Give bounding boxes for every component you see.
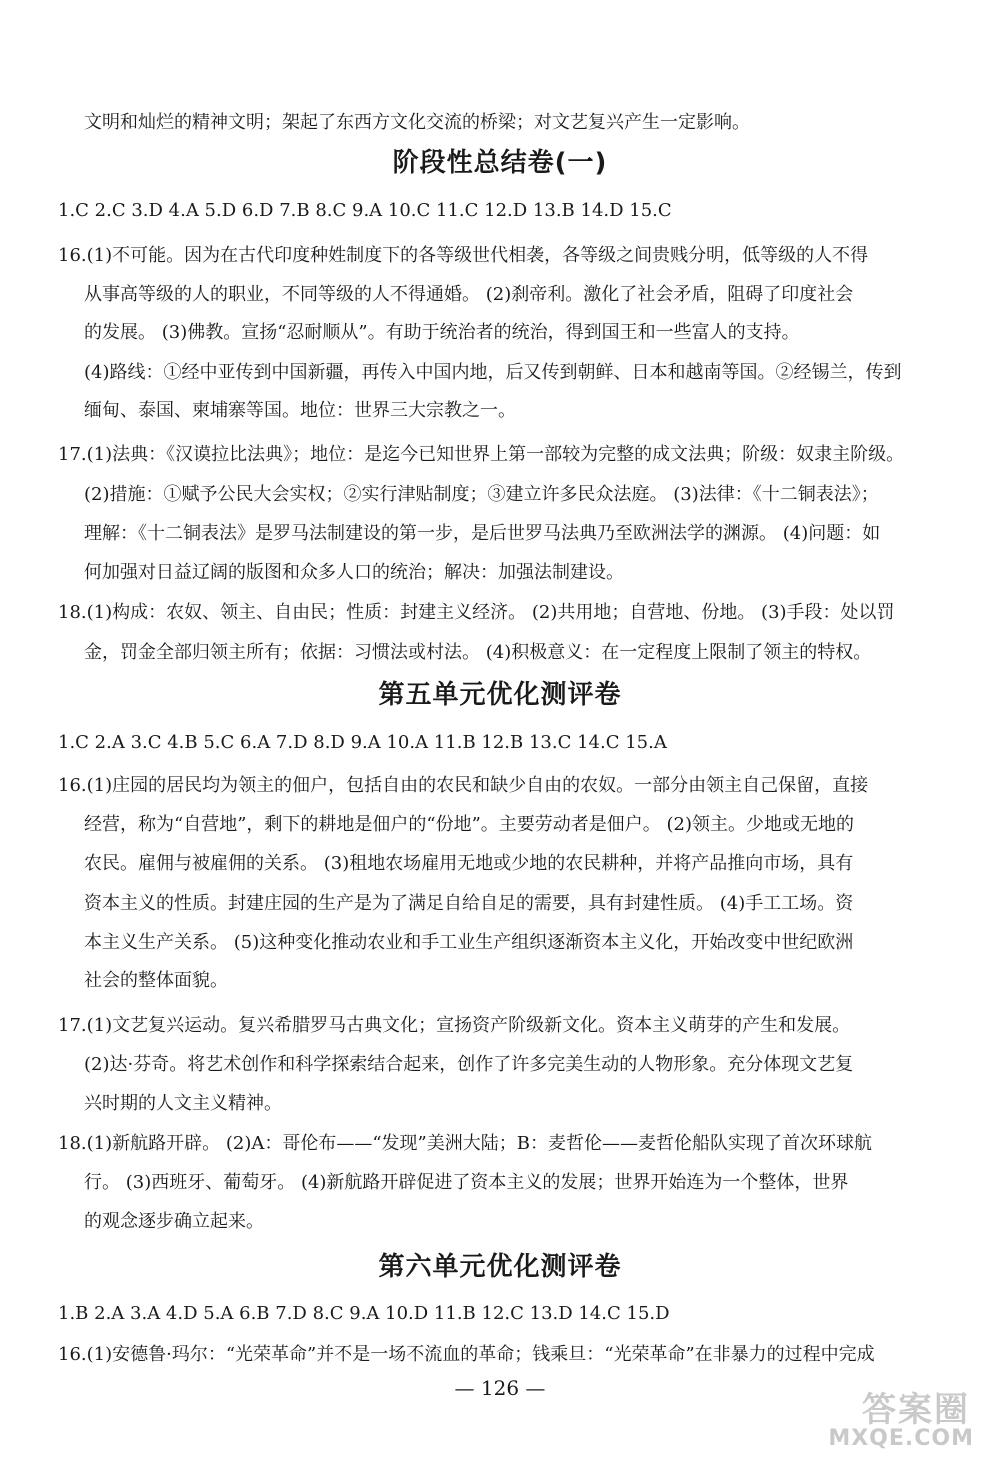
text-line: (2)达·芬奇。将艺术创作和科学探索结合起来，创作了许多完美生动的人物形象。充分体现文艺复 [84, 1054, 854, 1075]
section-heading-unit-6: 第六单元优化测评卷 [378, 1252, 622, 1282]
text-line: 何加强对日益辽阔的版图和众多人口的统治；解决：加强法制建设。 [84, 562, 624, 583]
answer-key-line: 1.C 2.C 3.D 4.A 5.D 6.D 7.B 8.C 9.A 10.C 11.C 12.D 13.B 14.D 15.C [58, 200, 672, 221]
text-line: 理解：《十二铜表法》是罗马法制建设的第一步，是后世罗马法典乃至欧洲法学的渊源。 (4)问题：如 [84, 523, 881, 544]
text-line: 16.(1)不可能。因为在古代印度种姓制度下的各等级世代相袭，各等级之间贵贱分明，低等级的人不得 [58, 245, 869, 266]
text-line: 缅甸、泰国、柬埔寨等国。地位：世界三大宗教之一。 [84, 400, 516, 421]
text-line: (4)路线：①经中亚传到中国新疆，再传入中国内地，后又传到朝鲜、日本和越南等国。②经锡兰，传到 [84, 362, 902, 383]
text-line: 16.(1)安德鲁·玛尔：“光荣革命”并不是一场不流血的革命；钱乘旦：“光荣革命”在非暴力的过程中完成 [58, 1344, 875, 1365]
text-line: 17.(1)法典：《汉谟拉比法典》；地位：是迄今已知世界上第一部较为完整的成文法典；阶级：奴隶主阶级。 [58, 444, 905, 465]
text-line: 农民。雇佣与被雇佣的关系。 (3)租地农场雇用无地或少地的农民耕种，并将产品推向市场，具有 [84, 853, 854, 874]
text-line: (2)措施：①赋予公民大会实权；②实行津贴制度；③建立许多民众法庭。 (3)法律：《十二铜表法》； [84, 484, 879, 505]
text-line: 文明和灿烂的精神文明；架起了东西方文化交流的桥梁；对文艺复兴产生一定影响。 [84, 112, 750, 133]
text-line: 本主义生产关系。 (5)这种变化推动农业和手工业生产组织逐渐资本主义化，开始改变中世纪欧洲 [84, 932, 854, 953]
text-line: 金，罚金全部归领主所有；依据：习惯法或村法。 (4)积极意义：在一定程度上限制了领主的特权。 [84, 642, 872, 663]
text-line: 资本主义的性质。封建庄园的生产是为了满足自给自足的需要，具有封建性质。 (4)手工工场。资 [84, 893, 854, 914]
section-heading-stage-summary-1: 阶段性总结卷(一) [392, 148, 608, 178]
watermark-url: MXQE.COM [828, 1426, 974, 1451]
text-line: 从事高等级的人的职业，不同等级的人不得通婚。 (2)刹帝利。激化了社会矛盾，阻碍了印度社会 [84, 284, 854, 305]
answer-key-line: 1.B 2.A 3.A 4.D 5.A 6.B 7.D 8.C 9.A 10.D 11.B 12.C 13.D 14.C 15.D [58, 1303, 670, 1324]
text-line: 行。 (3)西班牙、葡萄牙。 (4)新航路开辟促进了资本主义的发展；世界开始连为一个整体，世界 [84, 1172, 849, 1193]
answer-key-line: 1.C 2.A 3.C 4.B 5.C 6.A 7.D 8.D 9.A 10.A 11.B 12.B 13.C 14.C 15.A [58, 732, 667, 753]
text-line: 18.(1)构成：农奴、领主、自由民；性质：封建主义经济。 (2)共用地；自营地、份地。 (3)手段：处以罚 [58, 602, 895, 623]
text-line: 兴时期的人文主义精神。 [84, 1093, 282, 1114]
text-line: 的发展。 (3)佛教。宣扬“忍耐顺从”。有助于统治者的统治，得到国王和一些富人的支持。 [84, 322, 800, 343]
section-heading-unit-5: 第五单元优化测评卷 [378, 680, 622, 710]
text-line: 经营，称为“自营地”，剩下的耕地是佃户的“份地”。主要劳动者是佃户。 (2)领主。少地或无地的 [84, 814, 855, 835]
page-number: — 126 — [454, 1376, 546, 1400]
text-line: 16.(1)庄园的居民均为领主的佃户，包括自由的农民和缺少自由的农奴。一部分由领主自己保留，直接 [58, 775, 869, 796]
text-line: 的观念逐步确立起来。 [84, 1211, 264, 1232]
text-line: 17.(1)文艺复兴运动。复兴希腊罗马古典文化；宣扬资产阶级新文化。资本主义萌芽的产生和发展。 [58, 1015, 851, 1036]
watermark-title: 答案圈 [862, 1390, 970, 1430]
text-line: 18.(1)新航路开辟。 (2)A：哥伦布——“发现”美洲大陆；B：麦哲伦——麦哲伦船队实现了首次环球航 [58, 1133, 872, 1154]
text-line: 社会的整体面貌。 [84, 970, 228, 991]
watermark-logo [830, 1382, 980, 1456]
